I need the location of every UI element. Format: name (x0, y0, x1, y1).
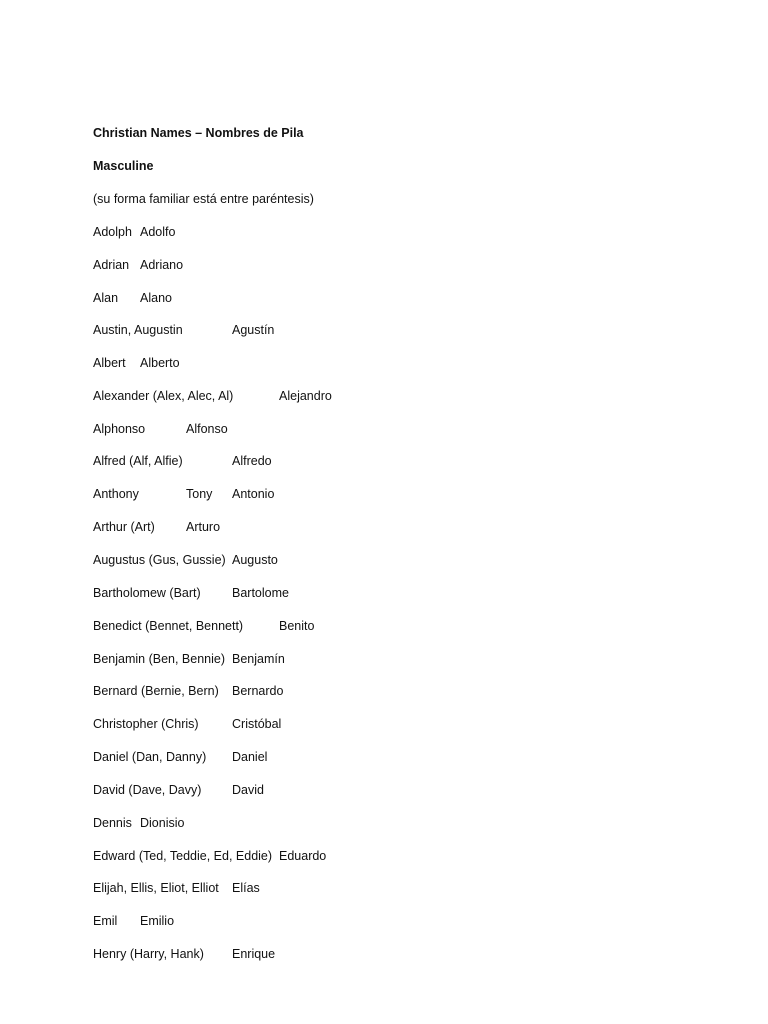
spanish-name: Elías (232, 881, 260, 895)
spanish-name: Alfredo (232, 454, 272, 468)
spanish-name: Daniel (232, 750, 268, 764)
spanish-name: Dionisio (140, 816, 185, 830)
english-name: Anthony (93, 487, 139, 501)
spanish-name: David (232, 783, 264, 797)
english-name: Dennis (93, 816, 132, 830)
spanish-name: Emilio (140, 914, 175, 928)
spanish-name: Agustín (232, 323, 275, 337)
spanish-name: Bernardo (232, 684, 284, 698)
document-title: Christian Names – Nombres de Pila (93, 126, 304, 140)
spanish-name: Adriano (140, 258, 184, 272)
spanish-name: Bartolome (232, 586, 289, 600)
english-name: Benjamin (Ben, Bennie) (93, 652, 226, 666)
english-name: Alphonso (93, 422, 146, 436)
section-heading: Masculine (93, 159, 154, 173)
spanish-name: Adolfo (140, 225, 176, 239)
english-name: Bernard (Bernie, Bern) (93, 684, 219, 698)
spanish-name: Benjamín (232, 652, 285, 666)
english-name: Austin, Augustin (93, 323, 183, 337)
english-name: Adolph (93, 225, 132, 239)
english-name: Albert (93, 356, 126, 370)
english-name: Edward (Ted, Teddie, Ed, Eddie) (93, 849, 273, 863)
english-name: Adrian (93, 258, 130, 272)
spanish-name: Alfonso (186, 422, 228, 436)
english-name: Henry (Harry, Hank) (93, 947, 204, 961)
spanish-name: Alberto (140, 356, 180, 370)
section-note: (su forma familiar está entre paréntesis) (93, 192, 314, 206)
spanish-name: Arturo (186, 520, 221, 534)
familiar-name: Tony (186, 487, 213, 501)
spanish-name: Enrique (232, 947, 276, 961)
english-name: Augustus (Gus, Gussie) (93, 553, 226, 567)
english-name: Elijah, Ellis, Eliot, Elliot (93, 881, 219, 895)
spanish-name: Eduardo (279, 849, 327, 863)
english-name: Alfred (Alf, Alfie) (93, 454, 183, 468)
spanish-name: Augusto (232, 553, 278, 567)
english-name: Daniel (Dan, Danny) (93, 750, 207, 764)
spanish-name: Antonio (232, 487, 275, 501)
spanish-name: Alejandro (279, 389, 332, 403)
english-name: Alan (93, 291, 119, 305)
english-name: Christopher (Chris) (93, 717, 199, 731)
english-name: Emil (93, 914, 118, 928)
english-name: David (Dave, Davy) (93, 783, 202, 797)
english-name: Bartholomew (Bart) (93, 586, 201, 600)
spanish-name: Cristóbal (232, 717, 282, 731)
spanish-name: Alano (140, 291, 172, 305)
english-name: Alexander (Alex, Alec, Al) (93, 389, 234, 403)
spanish-name: Benito (279, 619, 315, 633)
english-name: Benedict (Bennet, Bennett) (93, 619, 244, 633)
english-name: Arthur (Art) (93, 520, 155, 534)
